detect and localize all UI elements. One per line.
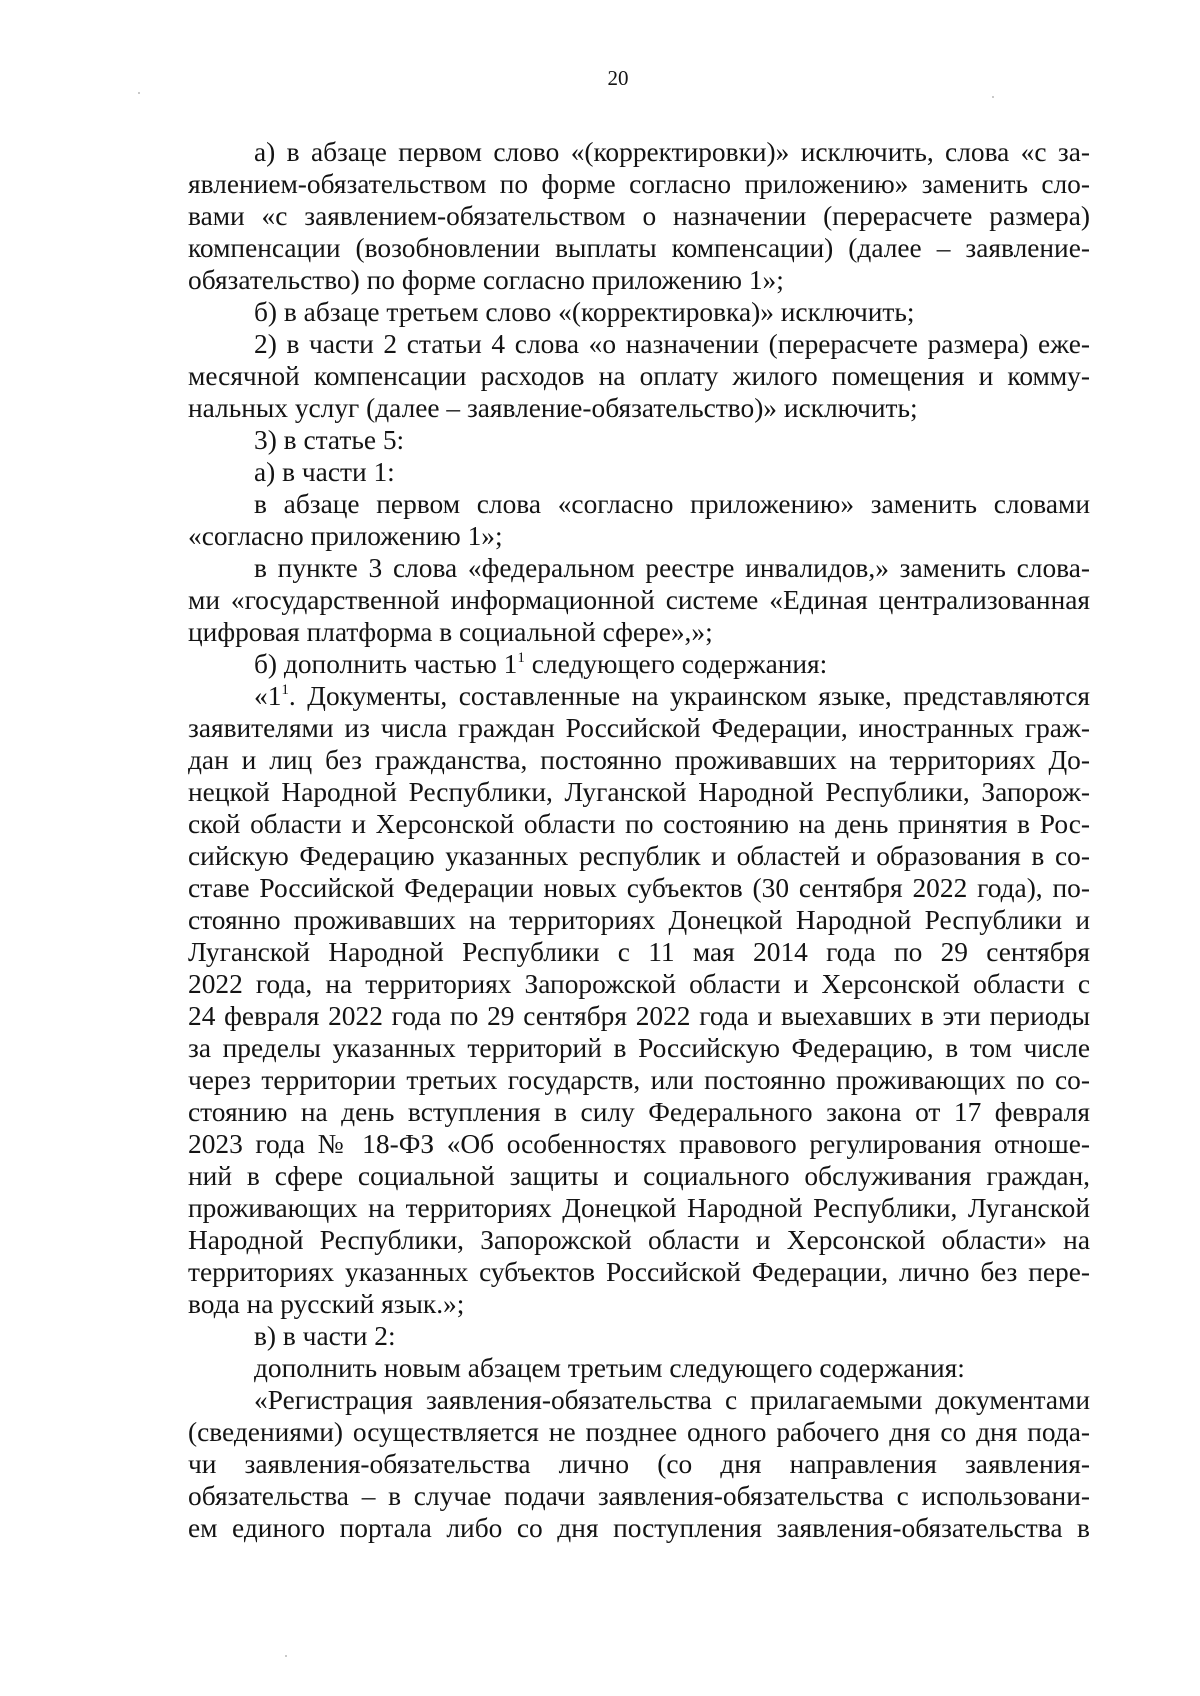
text-line: сийскую Федерацию указанных республик и областей и образования в со- xyxy=(188,841,1090,871)
text-line: чи заявления-обязательства лично (со дня направления заявления- xyxy=(188,1449,1090,1479)
text-line: явлением-обязательством по форме согласно приложению» заменить сло- xyxy=(188,169,1090,199)
text-line: обязательство) по форме согласно приложению 1»; xyxy=(188,265,784,295)
text-line: через территории третьих государств, или постоянно проживающих по со- xyxy=(188,1065,1090,1095)
text-line: в абзаце первом слова «согласно приложению» заменить словами xyxy=(254,489,1090,519)
text-line: 24 февраля 2022 года по 29 сентября 2022 года и выехавших в эти периоды xyxy=(188,1001,1090,1031)
text-line: 2022 года, на территориях Запорожской области и Херсонской области с xyxy=(188,969,1090,999)
text-line: территориях указанных субъектов Российской Федерации, лично без пере- xyxy=(188,1257,1090,1287)
text-line: а) в части 1: xyxy=(254,457,395,487)
page-number: 20 xyxy=(607,66,629,90)
scan-speck xyxy=(992,96,994,98)
text-line: дан и лиц без гражданства, постоянно проживавших на территориях До- xyxy=(188,745,1090,775)
text-line: компенсации (возобновлении выплаты компенсации) (далее – заявление- xyxy=(188,233,1090,263)
text-line: (сведениями) осуществляется не позднее одного рабочего дня со дня пода- xyxy=(188,1417,1090,1447)
text-line: б) дополнить частью $1^1$ следующего содержания: xyxy=(254,649,828,679)
superscript: 1 xyxy=(517,650,525,666)
scan-speck xyxy=(138,92,140,94)
text-line: ской области и Херсонской области по состоянию на день принятия в Рос- xyxy=(188,809,1090,839)
text-line: стоянию на день вступления в силу Федерального закона от 17 февраля xyxy=(188,1097,1090,1127)
text-line: заявителями из числа граждан Российской Федерации, иностранных граж- xyxy=(188,713,1090,743)
text-line: за пределы указанных территорий в Российскую Федерацию, в том числе xyxy=(188,1033,1090,1063)
text-line: ставе Российской Федерации новых субъектов (30 сентября 2022 года), по- xyxy=(188,873,1090,903)
text-line: проживающих на территориях Донецкой Народной Республики, Луганской xyxy=(188,1193,1090,1223)
document-body xyxy=(188,136,1090,1544)
text-line: Народной Республики, Запорожской области и Херсонской области» на xyxy=(188,1225,1090,1255)
text-line: нецкой Народной Республики, Луганской Народной Республики, Запорож- xyxy=(188,777,1090,807)
text-line: «Регистрация заявления-обязательства с прилагаемыми документами xyxy=(254,1385,1090,1415)
text-line: вами «с заявлением-обязательством о назначении (перерасчете размера) xyxy=(188,201,1090,231)
text-line: вода на русский язык.»; xyxy=(188,1289,465,1319)
text-line: в) в части 2: xyxy=(254,1321,396,1351)
text-line: ем единого портала либо со дня поступления заявления-обязательства в xyxy=(188,1513,1090,1543)
text-line: нальных услуг (далее – заявление-обязательство)» исключить; xyxy=(188,393,918,423)
text-line: дополнить новым абзацем третьим следующего содержания: xyxy=(254,1353,965,1383)
text-line: Луганской Народной Республики с 11 мая 2014 года по 29 сентября xyxy=(188,937,1090,967)
text-line: «$1^1$. Документы, составленные на украинском языке, представляются xyxy=(254,681,1090,711)
text-line: цифровая платформа в социальной сфере»,»; xyxy=(188,617,713,647)
superscript: 1 xyxy=(281,682,289,698)
text-line: а) в абзаце первом слово «(корректировки)» исключить, слова «с за- xyxy=(254,137,1090,167)
text-line: обязательства – в случае подачи заявления-обязательства с использовани- xyxy=(188,1481,1090,1511)
scan-speck xyxy=(285,1655,287,1657)
text-line: «согласно приложению 1»; xyxy=(188,521,503,551)
text-line: б) в абзаце третьем слово «(корректировка)» исключить; xyxy=(254,297,915,327)
text-line: в пункте 3 слова «федеральном реестре инвалидов,» заменить слова- xyxy=(254,553,1090,583)
text-line: месячной компенсации расходов на оплату жилого помещения и комму- xyxy=(188,361,1090,391)
text-line: ми «государственной информационной системе «Единая централизованная xyxy=(188,585,1090,615)
text-line: ний в сфере социальной защиты и социального обслуживания граждан, xyxy=(188,1161,1090,1191)
text-line: 2) в части 2 статьи 4 слова «о назначении (перерасчете размера) еже- xyxy=(254,329,1090,359)
text-line: 2023 года № 18-ФЗ «Об особенностях правового регулирования отноше- xyxy=(188,1129,1090,1159)
text-line: 3) в статье 5: xyxy=(254,425,405,455)
text-line: стоянно проживавших на территориях Донецкой Народной Республики и xyxy=(188,905,1090,935)
